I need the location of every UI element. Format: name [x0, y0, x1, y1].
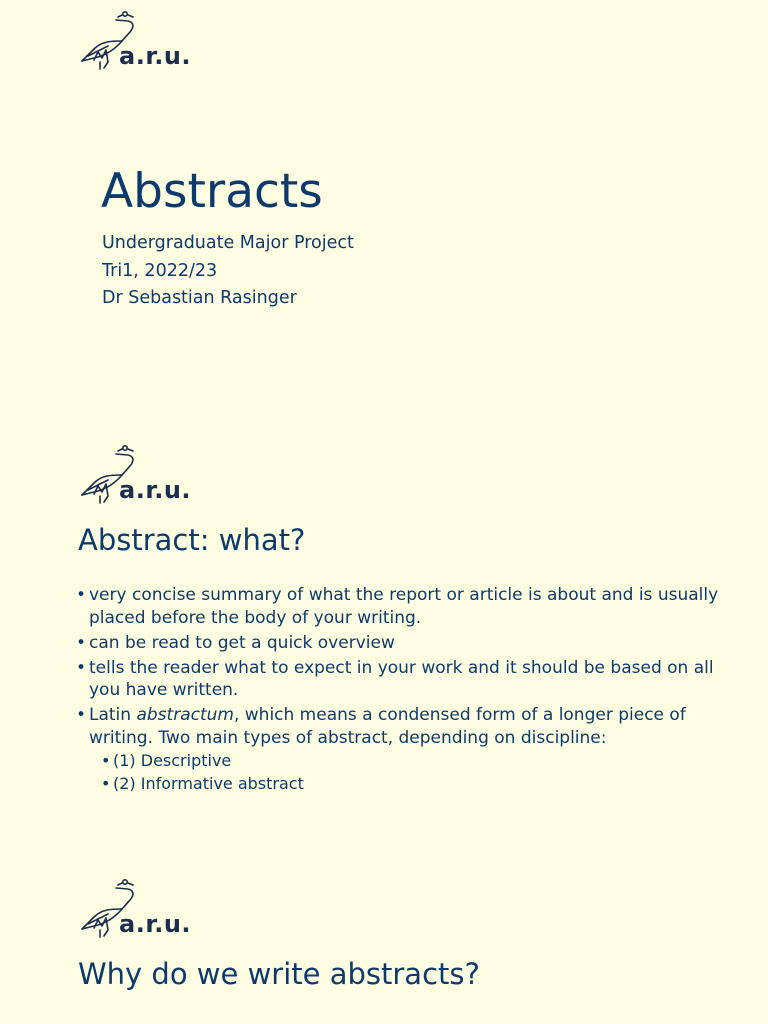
- sub-bullet-list: [89, 749, 726, 795]
- logo-text: a.r.u.: [119, 42, 192, 70]
- bullet-item: [76, 704, 726, 795]
- slide-title: Abstracts: [101, 164, 323, 219]
- bullet-item: • tells the reader what to expect in your work and it should be based on all you have written.: [76, 657, 726, 702]
- title-slide: [0, 0, 768, 434]
- aru-logo: [78, 876, 198, 940]
- bullet-text: , which means a condensed form of a longer piece of writing. Two main types of abstract, depending on discipline:: [89, 705, 686, 748]
- subtitle-line: Tri1, 2022/23: [102, 260, 218, 281]
- sub-bullet-item: • (1) Descriptive: [101, 749, 726, 772]
- subtitle-line: Dr Sebastian Rasinger: [102, 288, 297, 308]
- content-slide-what: [0, 434, 768, 868]
- sub-bullet-item: • (2) Informative abstract: [101, 772, 726, 795]
- bullet-text: Latin: [89, 705, 137, 725]
- content-slide-why: [0, 868, 768, 1024]
- logo-text: a.r.u.: [119, 476, 192, 504]
- slide-title: Why do we write abstracts?: [78, 957, 480, 991]
- bullet-emphasis: abstractum: [136, 705, 234, 725]
- aru-logo: [78, 442, 198, 506]
- slide-subtitle: [102, 230, 354, 313]
- bullet-item: • can be read to get a quick overview: [76, 632, 726, 655]
- bullet-item: • very concise summary of what the report or article is about and is usually placed before the body of your writing.: [76, 584, 726, 629]
- logo-text: a.r.u.: [119, 910, 192, 938]
- bullet-list: [76, 584, 726, 798]
- slide-title: Abstract: what?: [78, 523, 306, 557]
- aru-logo: [78, 8, 198, 72]
- subtitle-line: Undergraduate Major Project: [102, 233, 354, 253]
